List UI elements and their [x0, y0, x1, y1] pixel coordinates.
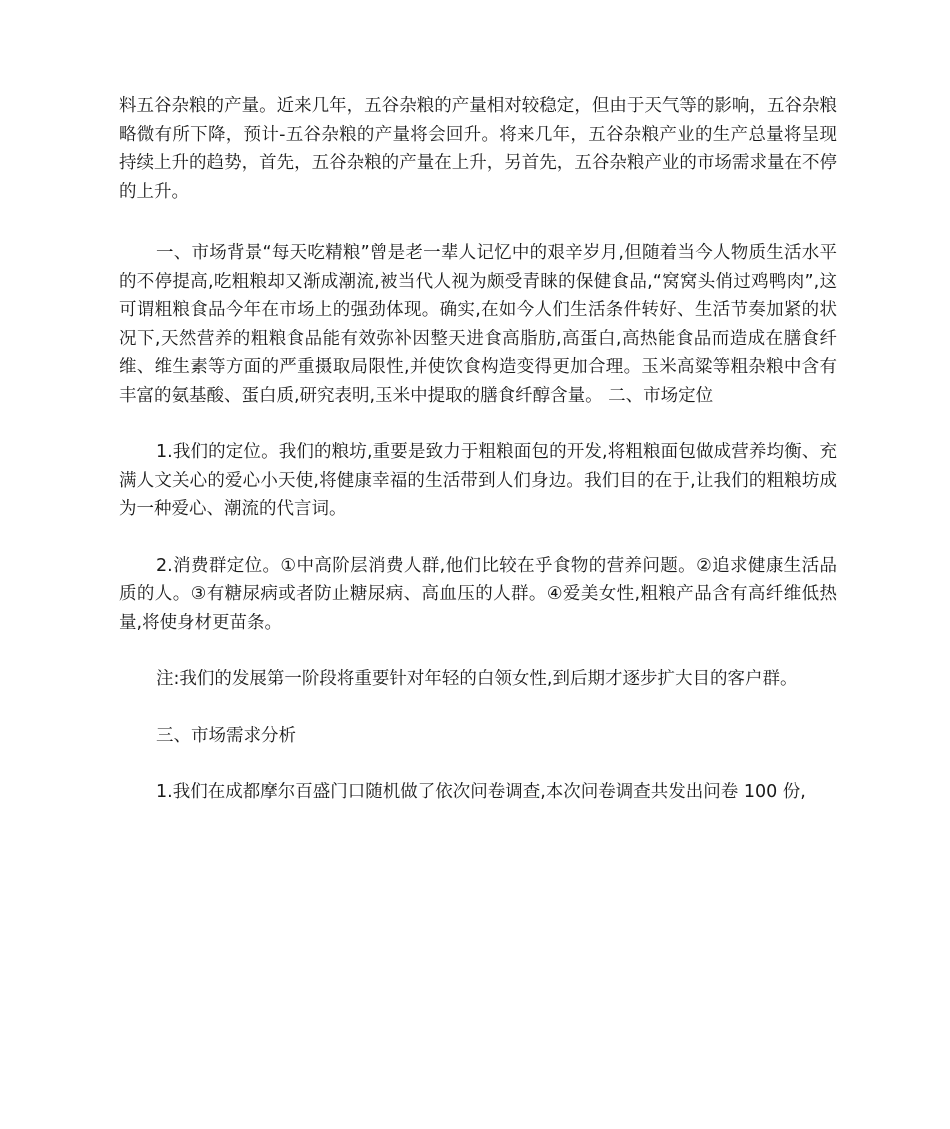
paragraph-grain-output: 料五谷杂粮的产量。近来几年，五谷杂粮的产量相对较稳定，但由于天气等的影响，五谷杂粮略微有所下降，预计-五谷杂粮的产量将会回升。将来几年，五谷杂粮产业的生产总量将呈现持续上升的趋势，首先，五谷杂粮的产量在上升，另首先，五谷杂粮产业的市场需求量在不停的上升。 — [119, 96, 837, 202]
document-body — [119, 92, 837, 835]
paragraph-survey: 1.我们在成都摩尔百盛门口随机做了依次问卷调查,本次问卷调查共发出问卷 100 份, — [156, 782, 806, 802]
paragraph-note: 注:我们的发展第一阶段将重要针对年轻的白领女性,到后期才逐步扩大目的客户群。 — [156, 669, 798, 689]
paragraph-market-background: 一、市场背景“每天吃精粮”曾是老一辈人记忆中的艰辛岁月,但随着当今人物质生活水平的不停提高,吃粗粮却又渐成潮流,被当代人视为颇受青睐的保健食品,“窝窝头俏过鸡鸭肉”,这可谓粗粮食品今年在市场上的强劲体现。确实,在如今人们生活条件转好、生活节奏加紧的状况下,天然营养的粗粮食品能有效弥补因整天进食高脂肪,高蛋白,高热能食品而造成在膳食纤维、维生素等方面的严重摄取局限性,并使饮食构造变得更加合理。玉米高粱等粗杂粮中含有丰富的氨基酸、蛋白质,研究表明,玉米中提取的膳食纤醇含量。 二、市场定位 — [119, 243, 837, 406]
section-heading-demand-analysis: 三、市场需求分析 — [156, 725, 296, 746]
paragraph-consumer-positioning: 2.消费群定位。①中高阶层消费人群,他们比较在乎食物的营养问题。②追求健康生活品质的人。③有糖尿病或者防止糖尿病、高血压的人群。④爱美女性,粗粮产品含有高纤维低热量,将使身材更苗条。 — [119, 555, 837, 633]
paragraph-our-positioning: 1.我们的定位。我们的粮坊,重要是致力于粗粮面包的开发,将粗粮面包做成营养均衡、充满人文关心的爱心小天使,将健康幸福的生活带到人们身边。我们目的在于,让我们的粗粮坊成为一种爱心、潮流的代言词。 — [119, 442, 837, 519]
